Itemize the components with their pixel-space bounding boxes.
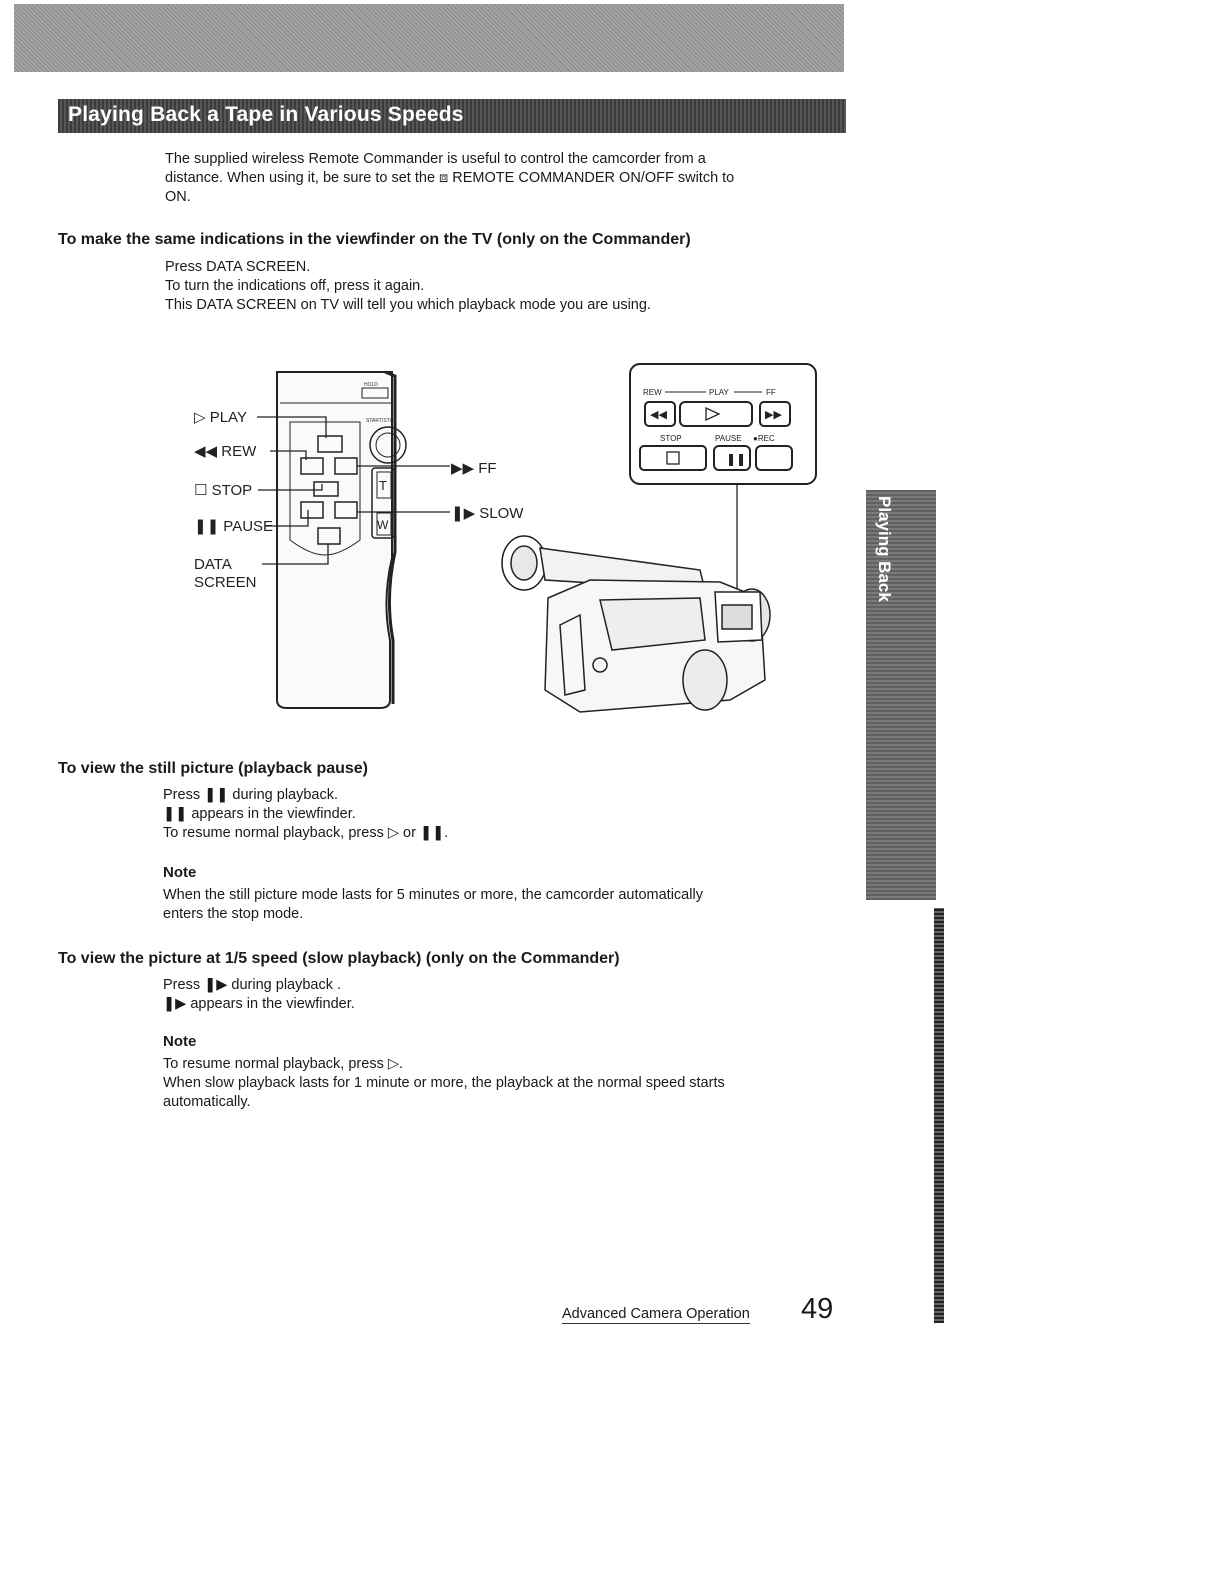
label-ff: ▶▶ FF [451,460,497,477]
panel-pause-label: PAUSE [715,434,742,443]
side-chapter-tab [866,490,936,900]
label-screen: SCREEN [194,574,257,591]
panel-rew-label: REW [643,388,662,397]
body-line: To resume normal playback, press ▷ or ❚❚. [163,825,449,841]
panel-ff-label: FF [766,388,776,397]
panel-play-label: PLAY [709,388,729,397]
side-tab-label: Playing Back [875,496,894,602]
note-line: When the still picture mode lasts for 5 minutes or more, the camcorder automatically [163,887,703,903]
still-note-body [163,886,853,924]
section-heading-still: To view the still picture (playback pause) [58,760,369,777]
body-line: Press DATA SCREEN. [165,259,311,275]
intro-line: ON. [165,189,191,205]
intro-line: distance. When using it, be sure to set the ⧈ REMOTE COMMANDER ON/OFF switch to [165,170,735,186]
body-line: This DATA SCREEN on TV will tell you which playback mode you are using. [165,297,651,313]
page-title: Playing Back a Tape in Various Speeds [68,103,464,126]
label-slow: ❚▶ SLOW [451,505,524,522]
panel-rec-label: ●REC [753,434,775,443]
remote-zoom-t-label: T [379,478,387,493]
panel-rew-icon: ◀◀ [650,409,667,421]
camcorder-drawing [502,536,770,712]
remote-zoom-w-label: W [377,518,389,532]
remote-and-camcorder-illustration [0,0,1224,730]
body-line: ❚▶ appears in the viewfinder. [163,996,355,1012]
page-number: 49 [801,1293,834,1325]
label-pause: ❚❚ PAUSE [194,518,274,535]
footer-section-name: Advanced Camera Operation [562,1306,750,1322]
note-line: When slow playback lasts for 1 minute or more, the playback at the normal speed starts [163,1075,725,1091]
note-title-still: Note [163,864,197,881]
body-line: Press ❚❚ during playback. [163,787,339,803]
body-line: Press ❚▶ during playback . [163,977,342,993]
camcorder-control-panel [630,364,816,484]
remote-hold-label: HOLD [364,382,378,388]
still-body [163,786,853,843]
note-line: enters the stop mode. [163,906,304,922]
section-heading-viewfinder-tv: To make the same indications in the viewfinder on the TV (only on the Commander) [58,231,691,248]
note-line: To resume normal playback, press ▷. [163,1056,404,1072]
label-data: DATA [194,556,232,573]
note-title-slow: Note [163,1033,197,1050]
label-stop: ☐ STOP [194,482,253,499]
slow-body [163,976,853,1014]
body-line: ❚❚ appears in the viewfinder. [163,806,356,822]
panel-ff-icon: ▶▶ [765,409,782,421]
label-play: ▷ PLAY [194,409,247,426]
panel-pause-icon: ❚❚ [726,452,747,466]
slow-note-body [163,1055,853,1112]
body-line: To turn the indications off, press it again. [165,278,425,294]
remote-start-stop-label: START/STOP [366,418,397,424]
note-line: automatically. [163,1094,251,1110]
panel-stop-label: STOP [660,434,682,443]
side-decorative-strip [934,908,944,1323]
section-heading-slow: To view the picture at 1/5 speed (slow playback) (only on the Commander) [58,950,620,967]
label-rew: ◀◀ REW [194,443,257,460]
intro-line: The supplied wireless Remote Commander is useful to control the camcorder from a [165,151,706,167]
